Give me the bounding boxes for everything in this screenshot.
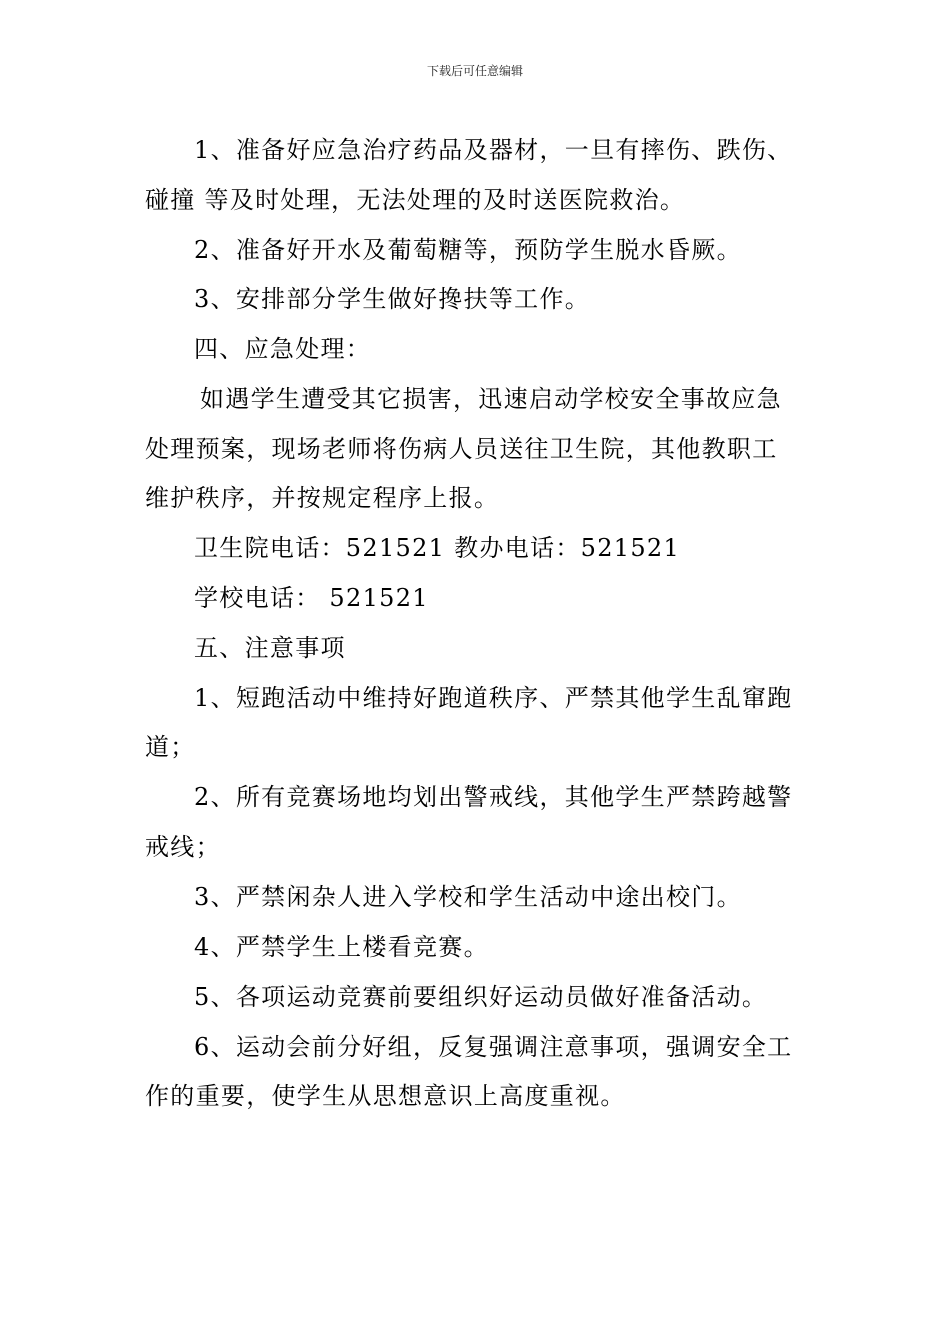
- text-line-6: 如遇学生遭受其它损害，迅速启动学校安全事故应急: [200, 385, 782, 413]
- text-line-14: 2、所有竞赛场地均划出警戒线，其他学生严禁跨越警: [194, 783, 793, 811]
- text-line-16: 3、严禁闲杂人进入学校和学生活动中途出校门。: [194, 883, 742, 911]
- text-line-17: 4、严禁学生上楼看竞赛。: [194, 933, 489, 961]
- text-line-4: 3、安排部分学生做好搀扶等工作。: [194, 285, 591, 313]
- text-line-20: 作的重要，使学生从思想意识上高度重视。: [145, 1082, 626, 1110]
- text-line-13: 道；: [145, 733, 196, 761]
- text-line-15: 戒线；: [145, 833, 221, 861]
- text-line-2: 碰撞 等及时处理，无法处理的及时送医院救治。: [145, 186, 686, 214]
- page-header: 下载后可任意编辑: [426, 64, 523, 78]
- text-line-12: 1、短跑活动中维持好跑道秩序、严禁其他学生乱窜跑: [194, 684, 793, 712]
- text-line-7: 处理预案，现场老师将伤病人员送往卫生院，其他教职工: [145, 435, 778, 463]
- phone-line-1: 卫生院电话：521521 教办电话：521521: [194, 534, 681, 562]
- section-heading-4: 四、应急处理：: [194, 335, 372, 363]
- section-heading-5: 五、注意事项: [194, 634, 346, 662]
- text-line-19: 6、运动会前分好组，反复强调注意事项，强调安全工: [194, 1033, 793, 1061]
- text-line-18: 5、各项运动竞赛前要组织好运动员做好准备活动。: [194, 983, 768, 1011]
- text-line-1: 1、准备好应急治疗药品及器材，一旦有摔伤、跌伤、: [194, 136, 793, 164]
- text-line-8: 维护秩序，并按规定程序上报。: [145, 484, 500, 512]
- text-line-3: 2、准备好开水及葡萄糖等，预防学生脱水昏厥。: [194, 236, 742, 264]
- phone-line-2: 学校电话： 521521: [194, 584, 429, 612]
